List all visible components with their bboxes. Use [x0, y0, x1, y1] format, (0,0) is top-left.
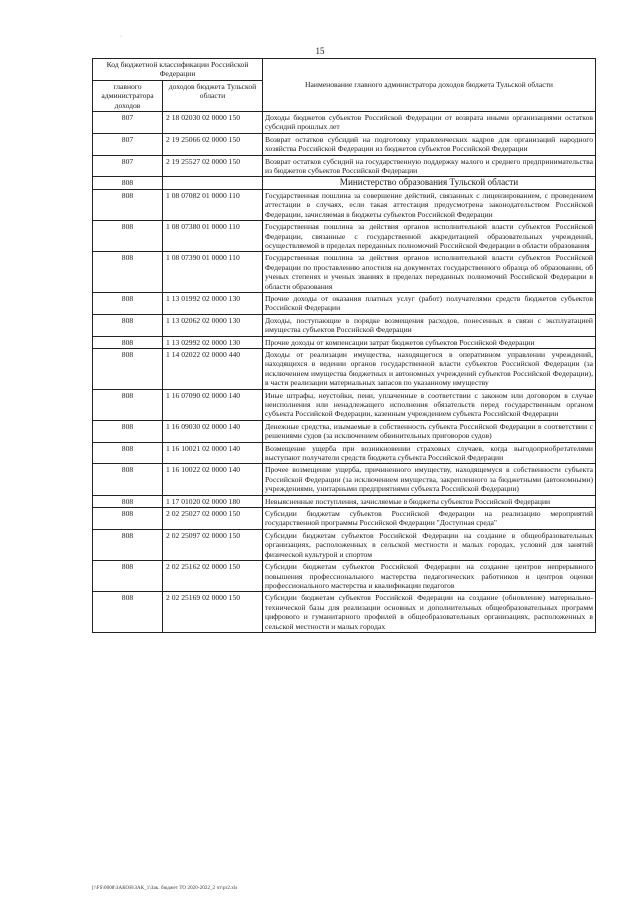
income-name-cell: Иные штрафы, неустойки, пени, уплаченные в соответствии с законом или договором в случае неисполнения или ненадлежащего исполнения обязательств перед государственным органом субъекта Российской Федерации, казенным учреждением субъекта Российской Федерации — [263, 389, 596, 420]
admin-code-cell: 808 — [93, 561, 163, 592]
income-code-cell: 1 17 01020 02 0000 180 — [163, 495, 263, 507]
income-code-cell: 1 13 01992 02 0000 130 — [163, 292, 263, 314]
admin-code-cell: 808 — [93, 348, 163, 389]
income-code-cell: 2 18 02030 02 0000 150 — [163, 112, 263, 134]
income-code-cell: 2 02 25027 02 0000 150 — [163, 508, 263, 530]
table-row — [93, 420, 596, 442]
income-code-cell — [163, 177, 263, 189]
table-row — [93, 464, 596, 495]
admin-code-cell: 808 — [93, 592, 163, 633]
admin-code-cell: 808 — [93, 464, 163, 495]
table-row — [93, 592, 596, 633]
table-row — [93, 314, 596, 336]
income-code-cell: 1 08 07390 01 0000 110 — [163, 252, 263, 293]
income-code-cell: 1 16 07090 02 0000 140 — [163, 389, 263, 420]
income-name-cell: Возмещение ущерба при возникновении страховых случаев, когда выгодоприобретателями выступают получатели средств бюджета субъекта Российской Федерации — [263, 442, 596, 464]
income-code-cell: 1 08 07082 01 0000 110 — [163, 189, 263, 220]
admin-code-cell: 808 — [93, 252, 163, 293]
income-name-cell: Невыясненные поступления, зачисляемые в бюджеты субъектов Российской Федерации — [263, 495, 596, 507]
table-row — [93, 389, 596, 420]
income-name-cell: Субсидии бюджетам субъектов Российской Федерации на реализацию мероприятий государственной программы Российской Федерации "Доступная среда" — [263, 508, 596, 530]
income-code-cell: 1 16 09030 02 0000 140 — [163, 420, 263, 442]
table-row — [93, 495, 596, 507]
income-name-cell: Государственная пошлина за действия органов исполнительной власти субъектов Российской Федерации, связанные с государственной аккредитацией образовательных учреждений, осуществляемой в пределах переданных полномочий Российской Федерации в области образования — [263, 221, 596, 252]
admin-column-header: главного администратора доходов — [93, 80, 163, 111]
table-row — [93, 529, 596, 560]
table-row — [93, 155, 596, 177]
income-name-cell: Субсидии бюджетам субъектов Российской Федерации на создание в общеобразовательных организациях, расположенных в сельской местности и малых городах, условий для занятий физической культурой и спортом — [263, 529, 596, 560]
income-name-cell: Прочие доходы от оказания платных услуг (работ) получателями средств бюджетов субъектов Российской Федерации — [263, 292, 596, 314]
income-code-cell: 1 08 07380 01 0000 110 — [163, 221, 263, 252]
income-name-cell: Субсидии бюджетам субъектов Российской Федерации на создание (обновление) материально-технической базы для реализации основных и дополнительных общеобразовательных программ цифрового и гуманитарного профилей в общеобразовательных организациях, расположенных в сельской местности и малых городах — [263, 592, 596, 633]
income-code-cell: 1 13 02062 02 0000 130 — [163, 314, 263, 336]
admin-code-cell: 807 — [93, 133, 163, 155]
income-code-cell: 2 02 25169 02 0000 150 — [163, 592, 263, 633]
income-column-header: доходов бюджета Тульской области — [163, 80, 263, 111]
table-row — [93, 133, 596, 155]
table-header-row — [93, 59, 596, 81]
income-name-cell: Доходы бюджетов субъектов Российской Федерации от возврата иными организациями остатков субсидий прошлых лет — [263, 112, 596, 134]
code-group-header: Код бюджетной классификации Российской Федерации — [93, 59, 263, 81]
income-name-cell: Государственная пошлина за совершение действий, связанных с лицензированием, с проведением аттестации в случаях, если такая аттестация предусмотрена законодательством Российской Федерации, зачисляемая в бюджеты субъектов Российской Федерации — [263, 189, 596, 220]
ministry-title-cell: Министерство образования Тульской области — [263, 177, 596, 189]
admin-code-cell: 808 — [93, 389, 163, 420]
income-code-cell: 1 16 10021 02 0000 140 — [163, 442, 263, 464]
income-code-cell: 2 02 25097 02 0000 150 — [163, 529, 263, 560]
admin-code-cell: 808 — [93, 508, 163, 530]
table-row — [93, 292, 596, 314]
admin-code-cell: 808 — [93, 314, 163, 336]
admin-code-cell: 808 — [93, 221, 163, 252]
income-code-cell: 1 16 10022 02 0000 140 — [163, 464, 263, 495]
income-code-cell: 2 19 25527 02 0000 150 — [163, 155, 263, 177]
file-path-footer: [\\FS\0008\ЗАКОН\ЗАК_1\Зак. бюджет ТО 2020-2022_2 чт\pr2.xls — [92, 886, 238, 891]
table-row — [93, 189, 596, 220]
table-row — [93, 336, 596, 348]
admin-code-cell: 808 — [93, 529, 163, 560]
income-name-cell: Возврат остатков субсидий на государственную поддержку малого и среднего предпринимательства из бюджетов субъектов Российской Федерации — [263, 155, 596, 177]
income-name-cell: Доходы от реализации имущества, находящегося в оперативном управлении учреждений, находящихся в ведении органов государственной власти субъектов Российской Федерации (за исключением имущества бюджетных и автономных учреждений субъектов Российской Федерации), в части реализации материальных запасов по указанному имуществу — [263, 348, 596, 389]
table-body — [93, 112, 596, 633]
table-row — [93, 221, 596, 252]
income-name-cell: Возврат остатков субсидий на подготовку управленческих кадров для организаций народного хозяйства Российской Федерации из бюджетов субъектов Российской Федерации — [263, 133, 596, 155]
income-name-cell: Государственная пошлина за действия органов исполнительной власти субъектов Российской Федерации по проставлению апостиля на документах государственного образца об образовании, об ученых степенях и ученых званиях в пределах переданных полномочий Российской Федерации в области образования — [263, 252, 596, 293]
table-row — [93, 508, 596, 530]
income-code-cell: 2 19 25066 02 0000 150 — [163, 133, 263, 155]
income-name-cell: Прочее возмещение ущерба, причиненного имуществу, находящемуся в собственности субъекта Российской Федерации (за исключением имущества, закрепленного за бюджетными (автономными) учреждениями, унитарными предприятиями субъекта Российской Федерации) — [263, 464, 596, 495]
admin-code-cell: 808 — [93, 495, 163, 507]
table-row — [93, 112, 596, 134]
ministry-row — [93, 177, 596, 189]
income-code-cell: 1 14 02022 02 0000 440 — [163, 348, 263, 389]
income-name-cell: Субсидии бюджетам субъектов Российской Федерации на создание центров непрерывного повышения профессионального мастерства педагогических работников и центров оценки профессионального мастерства и квалификации педагогов — [263, 561, 596, 592]
revenue-classification-table — [92, 58, 596, 633]
admin-code-cell: 808 — [93, 442, 163, 464]
admin-code-cell: 808 — [93, 177, 163, 189]
page-number: 15 — [315, 46, 325, 56]
income-name-cell: Прочие доходы от компенсации затрат бюджетов субъектов Российской Федерации — [263, 336, 596, 348]
scan-mark: · — [120, 34, 122, 40]
income-name-cell: Доходы, поступающие в порядке возмещения расходов, понесенных в связи с эксплуатацией имущества субъектов Российской Федерации — [263, 314, 596, 336]
document-sheet — [92, 58, 595, 633]
table-row — [93, 442, 596, 464]
income-code-cell: 1 13 02992 02 0000 130 — [163, 336, 263, 348]
admin-code-cell: 808 — [93, 292, 163, 314]
admin-code-cell: 808 — [93, 189, 163, 220]
admin-code-cell: 808 — [93, 336, 163, 348]
income-name-cell: Денежные средства, изымаемые в собственность субъекта Российской Федерации в соответствии с решениями судов (за исключением обвинительных приговоров судов) — [263, 420, 596, 442]
table-row — [93, 252, 596, 293]
table-row — [93, 348, 596, 389]
admin-code-cell: 807 — [93, 112, 163, 134]
table-row — [93, 561, 596, 592]
income-code-cell: 2 02 25162 02 0000 150 — [163, 561, 263, 592]
name-column-header: Наименование главного администратора доходов бюджета Тульской области — [263, 59, 596, 112]
admin-code-cell: 808 — [93, 420, 163, 442]
admin-code-cell: 807 — [93, 155, 163, 177]
